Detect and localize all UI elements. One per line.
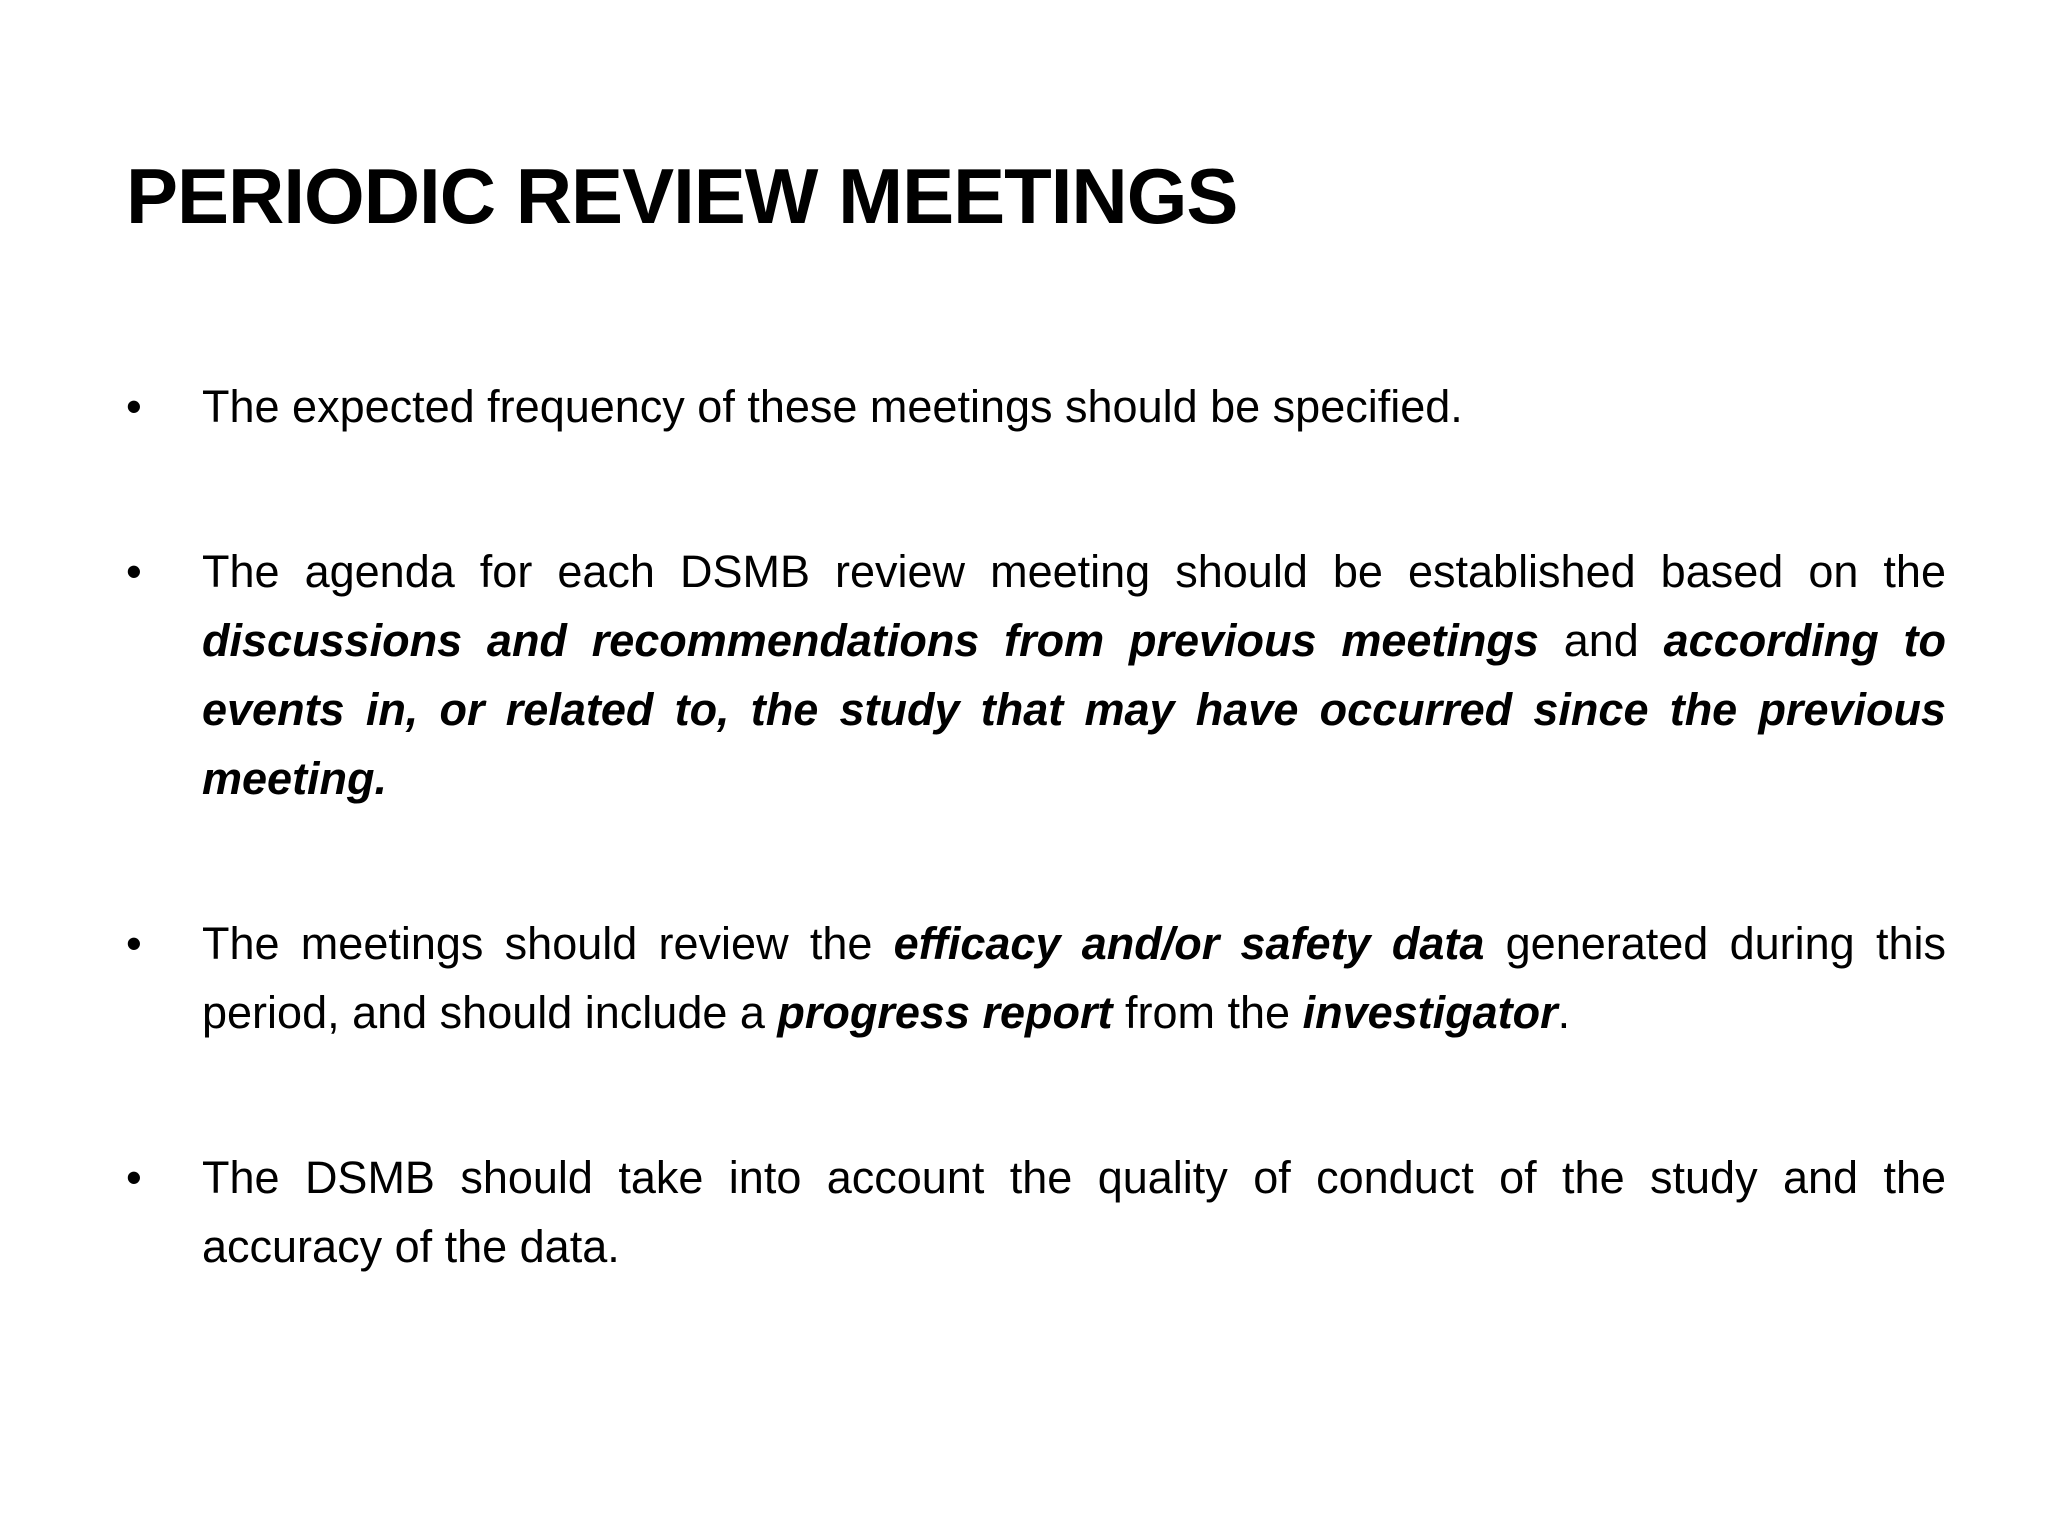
bullet-icon: • xyxy=(126,381,142,432)
bullet-text-segment: generated during this period, and should include a xyxy=(202,918,1946,1038)
bullet-item xyxy=(126,1143,1946,1281)
bullet-icon: • xyxy=(126,918,142,969)
bullet-text-segment: and xyxy=(1538,615,1664,666)
bullet-text-segment: from the xyxy=(1112,987,1303,1038)
bullet-item xyxy=(126,372,1946,441)
bullet-text-segment: The agenda for each DSMB review meeting should be established based on the xyxy=(202,546,1946,597)
bullet-item xyxy=(126,909,1946,1047)
bullet-text-segment: . xyxy=(1557,987,1571,1038)
bullet-text-segment: The DSMB should take into account the quality of conduct of the study and the accuracy of the data. xyxy=(202,1152,1946,1272)
bullet-text xyxy=(202,537,1946,813)
bullet-text xyxy=(202,1143,1946,1281)
bullet-list xyxy=(126,372,1946,1281)
slide-title: PERIODIC REVIEW MEETINGS xyxy=(126,152,1238,240)
bullet-emphasis: efficacy and/or safety data xyxy=(893,918,1485,969)
bullet-text-segment: The meetings should review the xyxy=(202,918,894,969)
bullet-text xyxy=(202,372,1946,441)
bullet-emphasis: according to events in, or related to, the study that may have occurred since the previous meeting. xyxy=(202,615,1946,804)
bullet-text-segment: The expected frequency of these meetings should be specified. xyxy=(202,381,1463,432)
bullet-text xyxy=(202,909,1946,1047)
bullet-emphasis: discussions and recommendations from previous meetings xyxy=(202,615,1539,666)
bullet-emphasis: investigator xyxy=(1302,987,1558,1038)
bullet-item xyxy=(126,537,1946,813)
bullet-emphasis: progress report xyxy=(777,987,1113,1038)
bullet-icon: • xyxy=(126,546,142,597)
bullet-icon: • xyxy=(126,1152,142,1203)
